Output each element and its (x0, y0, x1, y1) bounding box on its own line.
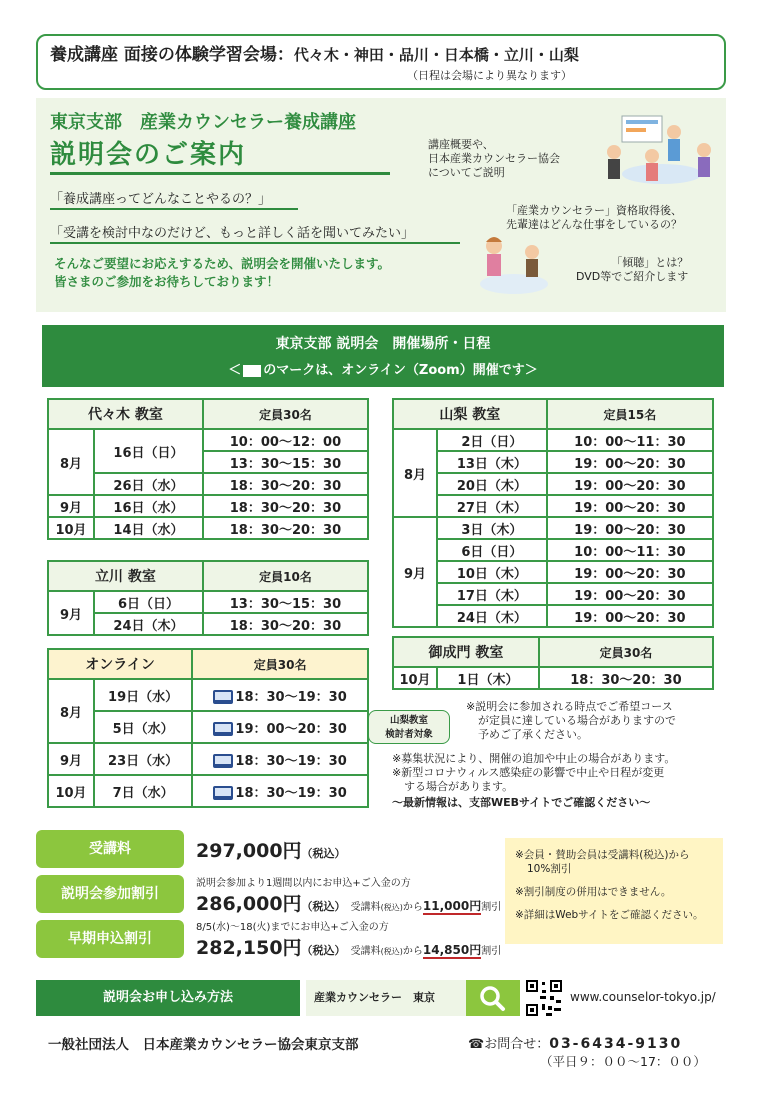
time-cell: 19：00～20：30 (547, 605, 713, 627)
time-cell: 19：00～20：30 (547, 495, 713, 517)
laptop-icon (213, 786, 233, 800)
tax-label: （税込） (301, 900, 346, 913)
qr-code-icon (524, 978, 564, 1018)
phone-number: 03-6434-9130 (549, 1036, 683, 1052)
online-schedule-table (47, 648, 369, 808)
tax-label: （税込） (301, 944, 346, 957)
yamanashi-title: 山梨 教室 (393, 399, 547, 429)
branch-title: 東京支部 産業カウンセラー養成講座 (50, 112, 356, 133)
month-cell: 8月 (48, 429, 94, 495)
note-listening (576, 256, 688, 284)
magnifier-icon (466, 980, 520, 1016)
subtitle-text: のマークは、オンライン（Zoom）開催です＞ (263, 363, 538, 378)
month-cell: 10月 (393, 667, 437, 689)
note-capacity-line-1: ※説明会に参加される時点でご希望コース (466, 700, 673, 713)
note-overview-line-3: についてご説明 (428, 166, 505, 179)
time-cell: 19：00～20：30 (547, 473, 713, 495)
tachikawa-title: 立川 教室 (48, 561, 203, 591)
month-cell: 9月 (393, 517, 437, 627)
date-cell: 3日（木） (437, 517, 547, 539)
laptop-icon (243, 365, 261, 377)
time-text: 18：30～19：30 (235, 785, 347, 801)
time-cell: 10：00～11：30 (547, 429, 713, 451)
note-capacity-line-3: 予めご了承ください。 (478, 728, 588, 741)
yoyogi-capacity: 定員30名 (203, 399, 368, 429)
date-cell: 14日（水） (94, 517, 203, 539)
time-cell (192, 711, 368, 743)
time-cell: 13：30～15：30 (203, 451, 368, 473)
discount-suffix: 割引 (481, 946, 502, 957)
early-discount-price-line (196, 933, 501, 960)
note-career-line-2: 先輩達はどんな仕事をしているの？ (506, 218, 682, 231)
note-listening-line-1: 「傾聴」とは？ (611, 256, 689, 269)
date-cell: 24日（木） (437, 605, 547, 627)
fee-note-member (515, 848, 713, 876)
note-listening-line-2: DVD等でご紹介します (576, 270, 689, 283)
discount-suffix: 割引 (481, 902, 502, 913)
laptop-icon (213, 690, 233, 704)
early-discount-block (196, 918, 501, 960)
banner-title: 養成講座 面接の体験学習会場 (50, 45, 277, 65)
yamanashi-capacity: 定員15名 (547, 399, 713, 429)
date-cell: 20日（木） (437, 473, 547, 495)
onarimon-schedule-table (392, 636, 714, 690)
fee-notes-box (505, 838, 723, 944)
subtitle-open-bracket: ＜ (228, 363, 242, 378)
info-discount-amount: 11,000円 (422, 899, 482, 913)
note-changes (392, 752, 675, 794)
time-cell: 19：00～20：30 (547, 451, 713, 473)
from-tax-label: (税込) (380, 947, 403, 956)
time-cell: 18：30～20：30 (203, 473, 368, 495)
from-suffix: から (402, 946, 423, 957)
note-overview-line-1: 講座概要や、 (428, 138, 494, 151)
date-cell: 6日（日） (94, 591, 203, 613)
note-changes-line-3: する場合があります。 (404, 780, 514, 793)
date-cell: 2日（日） (437, 429, 547, 451)
note-career-line-1: 「産業カウンセラー」資格取得後、 (506, 204, 682, 217)
month-cell: 9月 (48, 743, 94, 775)
date-cell: 17日（木） (437, 583, 547, 605)
question-2-underline (50, 242, 460, 244)
website-url: www.counselor-tokyo.jp/ (570, 990, 716, 1004)
time-cell: 18：30～20：30 (203, 613, 368, 635)
phone-label: ☎お問合せ： (468, 1037, 550, 1052)
time-cell: 19：00～20：30 (547, 561, 713, 583)
month-cell: 8月 (48, 679, 94, 743)
from-suffix: から (402, 902, 423, 913)
date-cell: 19日（水） (94, 679, 192, 711)
tuition-label: 受講料 (36, 830, 184, 868)
note-career (506, 204, 682, 232)
from-label: 受講料 (350, 946, 381, 957)
date-cell: 23日（水） (94, 743, 192, 775)
intro-panel (36, 98, 726, 312)
apply-method-label: 説明会お申し込み方法 (36, 980, 300, 1016)
time-text: 18：30～19：30 (235, 689, 347, 705)
schedule-header (42, 325, 724, 387)
info-discount-price: 286,000円 (196, 893, 302, 915)
message-line-1: そんなご要望にお応えするため、説明会を開催いたします。 (54, 256, 391, 271)
tuition-price: 297,000円 (196, 840, 302, 862)
date-cell: 27日（木） (437, 495, 547, 517)
tax-label: （税込） (301, 847, 346, 860)
schedule-title: 東京支部 説明会 開催場所・日程 (275, 336, 491, 352)
time-cell: 18：30～20：30 (539, 667, 713, 689)
note-capacity-line-2: が定員に達している場合がありますので (478, 714, 676, 727)
contact-line (468, 1033, 682, 1052)
early-discount-price: 282,150円 (196, 937, 302, 959)
business-hours: （平日９：００～17：００） (540, 1054, 706, 1069)
question-2: 「受講を検討中なのだけど、もっと詳しく話を聞いてみたい」 (50, 226, 415, 241)
time-cell (192, 775, 368, 807)
organization-name: 一般社団法人 日本産業カウンセラー協会東京支部 (48, 1037, 359, 1053)
yamanashi-schedule-table (392, 398, 714, 628)
page-title: 説明会のご案内 (50, 140, 247, 170)
note-changes-line-2: ※新型コロナウィルス感染症の影響で中止や日程が変更 (392, 766, 665, 779)
question-1-underline (50, 208, 298, 210)
month-cell: 9月 (48, 495, 94, 517)
month-cell: 8月 (393, 429, 437, 517)
banner-note: （日程は会場により異なります） (407, 69, 572, 82)
from-label: 受講料 (350, 902, 381, 913)
time-cell: 13：30～15：30 (203, 591, 368, 613)
early-discount-amount: 14,850円 (422, 943, 482, 957)
bubble-line-1: 山梨教室 (389, 715, 428, 726)
fee-note-member-line-2: 10%割引 (527, 863, 572, 875)
search-keyword-box: 産業カウンセラー 東京 (306, 980, 466, 1016)
date-cell: 16日（水） (94, 495, 203, 517)
schedule-subtitle (42, 359, 724, 378)
date-cell: 24日（木） (94, 613, 203, 635)
bubble-line-2: 検討者対象 (385, 729, 433, 740)
fee-note-website: ※詳細はWebサイトをご確認ください。 (515, 909, 704, 921)
search-icon (466, 980, 520, 1016)
month-cell: 10月 (48, 517, 94, 539)
tuition-price-line (196, 836, 346, 863)
title-underline (50, 172, 390, 175)
time-cell (192, 743, 368, 775)
time-cell: 19：00～20：30 (547, 583, 713, 605)
time-cell: 10：00～12：00 (203, 429, 368, 451)
time-cell (192, 679, 368, 711)
date-cell: 26日（水） (94, 473, 203, 495)
tachikawa-capacity: 定員10名 (203, 561, 368, 591)
fee-note-member-line-1: ※会員・賛助会員は受講料(税込)から (515, 849, 690, 861)
note-overview (428, 138, 560, 180)
laptop-icon (213, 722, 233, 736)
date-cell: 5日（水） (94, 711, 192, 743)
date-cell: 16日（日） (94, 429, 203, 473)
month-cell: 10月 (48, 775, 94, 807)
yamanashi-target-bubble (368, 710, 450, 744)
counselor-illustration (476, 232, 552, 296)
note-website: ～最新情報は、支部WEBサイトでご確認ください～ (392, 796, 651, 809)
time-cell: 19：00～20：30 (547, 517, 713, 539)
info-discount-label: 説明会参加割引 (36, 875, 184, 913)
online-title: オンライン (48, 649, 192, 679)
info-discount-block (196, 874, 501, 916)
meeting-illustration (592, 112, 726, 196)
time-text: 18：30～19：30 (235, 753, 347, 769)
laptop-icon (213, 754, 233, 768)
onarimon-title: 御成門 教室 (393, 637, 539, 667)
time-text: 19：00～20：30 (235, 721, 347, 737)
message-line-2: 皆さまのご参加をお待ちしております！ (54, 274, 280, 289)
fee-note-no-combine: ※割引制度の併用はできません。 (515, 886, 672, 898)
yoyogi-title: 代々木 教室 (48, 399, 203, 429)
banner-venues: 代々木・神田・品川・日本橋・立川・山梨 (293, 46, 579, 64)
tachikawa-schedule-table (47, 560, 369, 636)
note-changes-line-1: ※募集状況により、開催の追加や中止の場合があります。 (392, 752, 676, 765)
question-1: 「養成講座ってどんなことやるの？」 (50, 192, 272, 207)
yoyogi-schedule-table (47, 398, 369, 540)
date-cell: 6日（日） (437, 539, 547, 561)
time-cell: 18：30～20：30 (203, 517, 368, 539)
venue-banner (36, 34, 726, 90)
info-discount-price-line (196, 889, 501, 916)
early-discount-condition: 8/5(水)～18(火)までにお申込+ご入金の方 (196, 922, 389, 933)
online-capacity: 定員30名 (192, 649, 368, 679)
banner-colon: ： (276, 45, 294, 65)
date-cell: 13日（木） (437, 451, 547, 473)
banner-title-line (50, 40, 712, 65)
from-tax-label: (税込) (380, 903, 403, 912)
date-cell: 7日（水） (94, 775, 192, 807)
month-cell: 9月 (48, 591, 94, 635)
info-discount-condition: 説明会参加より1週間以内にお申込+ご入金の方 (196, 878, 411, 889)
time-cell: 18：30～20：30 (203, 495, 368, 517)
date-cell: 1日（木） (437, 667, 539, 689)
note-overview-line-2: 日本産業カウンセラー協会 (428, 152, 560, 165)
note-capacity (466, 700, 676, 742)
early-discount-label: 早期申込割引 (36, 920, 184, 958)
onarimon-capacity: 定員30名 (539, 637, 713, 667)
time-cell: 10：00～11：30 (547, 539, 713, 561)
date-cell: 10日（木） (437, 561, 547, 583)
